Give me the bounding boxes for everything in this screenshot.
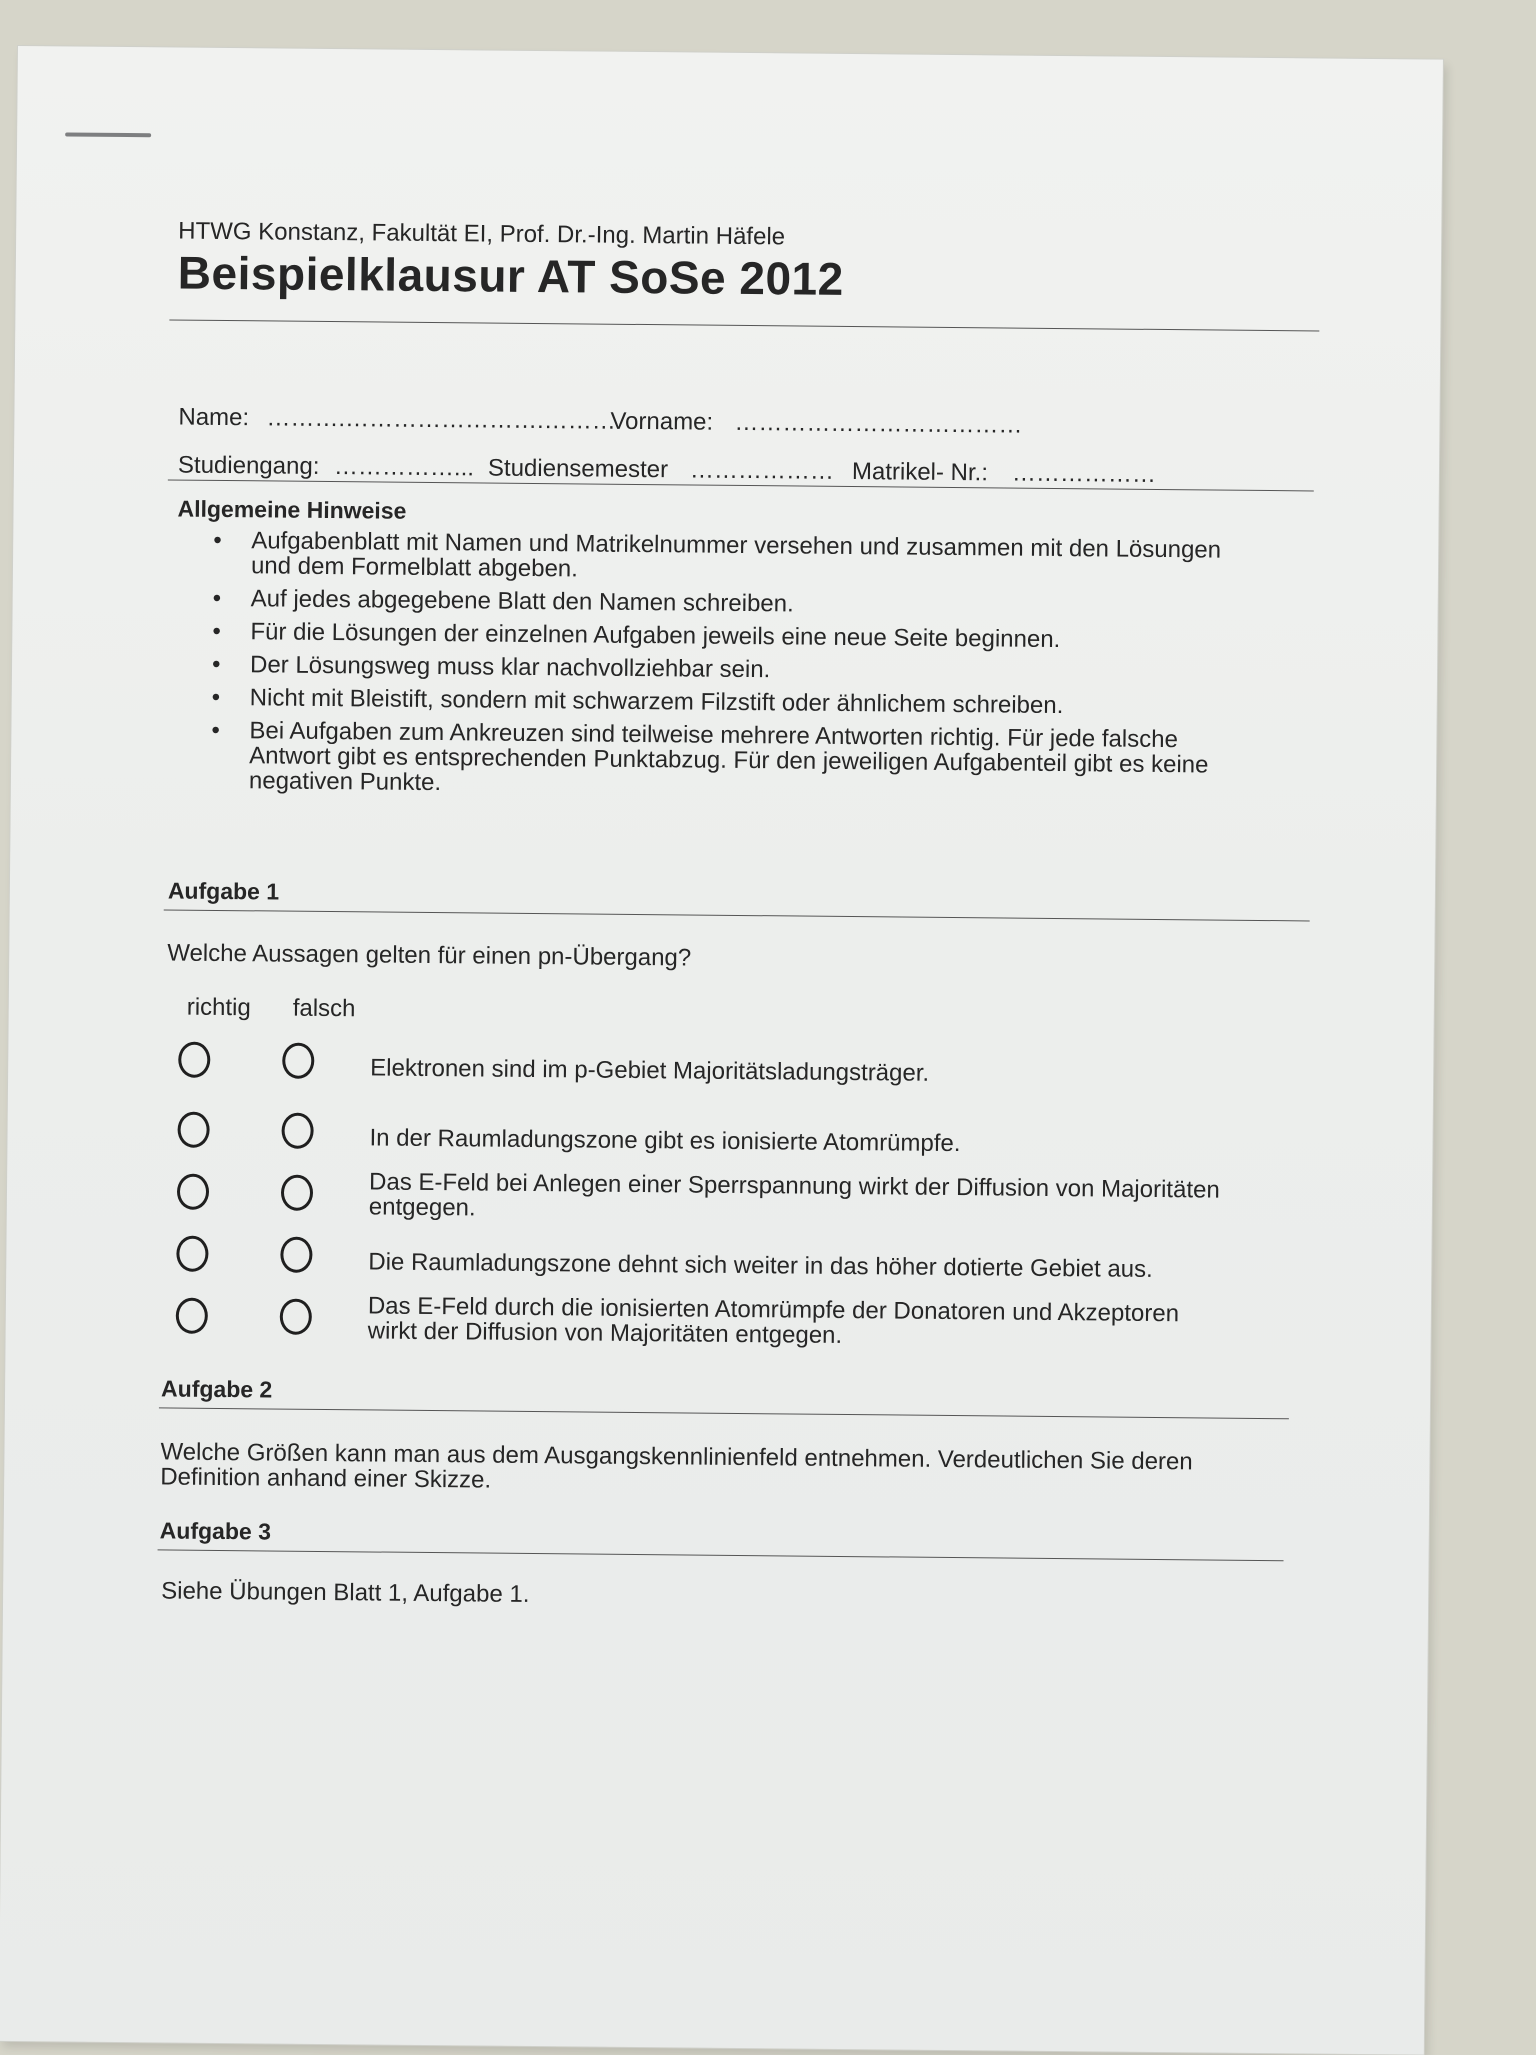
statement-row [176, 1292, 1276, 1349]
radio-falsch[interactable] [280, 1299, 312, 1335]
hints-list [211, 528, 1254, 811]
aufgabe1-heading: Aufgabe 1 [167, 877, 280, 905]
statement-row [178, 1112, 1278, 1158]
radio-falsch[interactable] [280, 1237, 312, 1273]
name-label: Name: [178, 403, 250, 432]
studiengang-field[interactable]: ……………... [333, 453, 475, 482]
hint-item: • Der Lösungsweg muss klar nachvollziehbar sein. [212, 652, 1252, 687]
hint-item: • Für die Lösungen der einzelnen Aufgaben jeweils eine neue Seite beginnen. [212, 619, 1252, 654]
aufgabe2-divider [159, 1407, 1289, 1419]
aufgabe1-question: Welche Aussagen gelten für einen pn-Übergang? [167, 939, 692, 972]
aufgabe1-divider [164, 909, 1310, 921]
vorname-label: Vorname: [610, 407, 714, 436]
matrikel-label: Matrikel- Nr.: [851, 458, 989, 487]
radio-falsch[interactable] [281, 1175, 313, 1211]
radio-richtig[interactable] [177, 1112, 209, 1148]
aufgabe2-heading: Aufgabe 2 [160, 1375, 273, 1403]
statement-row [177, 1168, 1277, 1222]
page-title: Beispielklausur AT SoSe 2012 [177, 246, 845, 305]
hint-item: • Nicht mit Bleistift, sondern mit schwarzem Filzstift oder ähnlichem schreiben. [212, 685, 1252, 720]
aufgabe3-divider [158, 1549, 1284, 1561]
radio-richtig[interactable] [178, 1042, 210, 1078]
radio-falsch[interactable] [281, 1113, 313, 1149]
hint-item: • Aufgabenblatt mit Namen und Matrikelnummer versehen und zusammen mit den Lösungen und dem Formelblatt abgeben. [213, 528, 1253, 588]
radio-richtig[interactable] [176, 1236, 208, 1272]
radio-richtig[interactable] [177, 1174, 209, 1210]
aufgabe3-heading: Aufgabe 3 [159, 1517, 272, 1545]
matrikel-field[interactable]: ……………… [1011, 459, 1157, 488]
hint-item: • Bei Aufgaben zum Ankreuzen sind teilweise mehrere Antworten richtig. Für jede falsche Antwort gibt es entsprechenden Punktabzug. Für den jeweiligen Aufgabenteil gibt es keine negativen Punkte. [211, 718, 1252, 803]
statement-text: Die Raumladungszone dehnt sich weiter in das höher dotierte Gebiet aus. [368, 1248, 1153, 1283]
statement-row [178, 1042, 1278, 1087]
exam-sheet [0, 46, 1443, 2055]
aufgabe3-text: Siehe Übungen Blatt 1, Aufgabe 1. [161, 1577, 530, 1608]
statement-text: Das E-Feld durch die ionisierten Atomrümpfe der Donatoren und Akzeptoren wirkt der Diffusion von Majoritäten entgegen. [367, 1292, 1180, 1349]
institute-line: HTWG Konstanz, Fakultät EI, Prof. Dr.-Ing. Martin Häfele [178, 217, 786, 251]
column-richtig: richtig [186, 993, 251, 1022]
hints-heading: Allgemeine Hinweise [177, 495, 407, 524]
statement-text: Das E-Feld bei Anlegen einer Sperrspannung wirkt der Diffusion von Majoritäten entgegen. [368, 1168, 1220, 1222]
hint-item: • Auf jedes abgegebene Blatt den Namen schreiben. [213, 586, 1253, 621]
vorname-field[interactable]: ……………………………… [734, 408, 1023, 439]
title-divider [169, 319, 1319, 331]
studiengang-label: Studiengang: [177, 451, 320, 480]
statement-text: In der Raumladungszone gibt es ionisierte Atomrümpfe. [369, 1124, 961, 1158]
aufgabe2-text: Welche Größen kann man aus dem Ausgangskennlinienfeld entnehmen. Verdeutlichen Sie deren Definition anhand einer Skizze. [160, 1438, 1193, 1494]
name-field[interactable]: ……….…………………….……… [266, 404, 616, 435]
radio-falsch[interactable] [282, 1043, 314, 1079]
semester-label: Studiensemester [487, 454, 669, 484]
radio-richtig[interactable] [176, 1298, 208, 1334]
column-falsch: falsch [292, 994, 356, 1023]
semester-field[interactable]: ……………… [689, 456, 835, 485]
staple [65, 132, 151, 137]
statement-row [177, 1236, 1277, 1283]
statement-text: Elektronen sind im p-Gebiet Majoritätsladungsträger. [370, 1054, 930, 1087]
